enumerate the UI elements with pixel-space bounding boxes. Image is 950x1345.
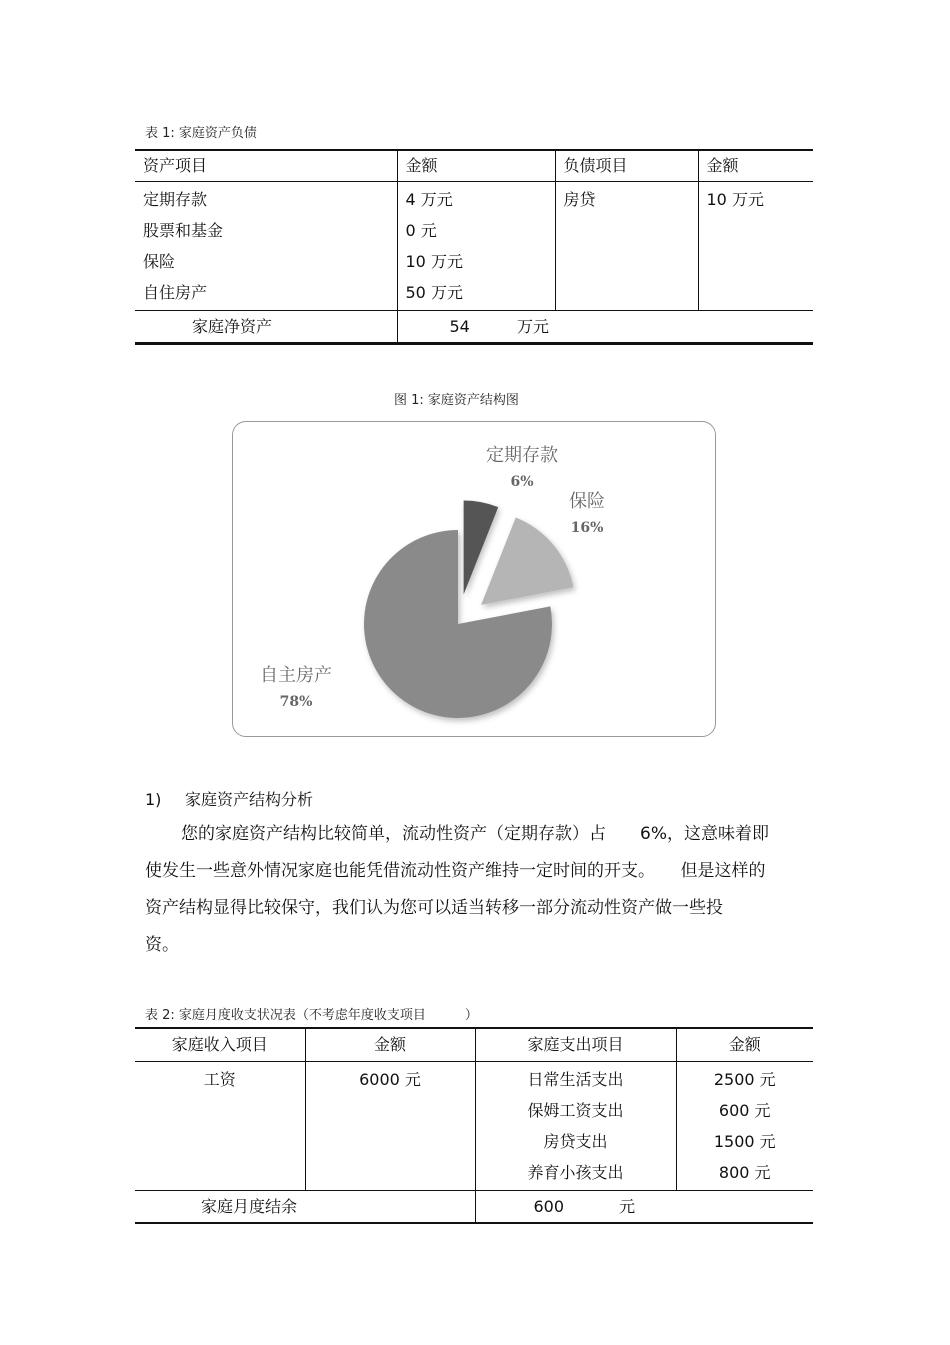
expense-items-cell [475,1062,676,1191]
section-title: 家庭资产结构分析 [185,790,314,809]
monthly-balance-label: 家庭月度结余 [135,1191,475,1224]
monthly-income-expense-table [135,1027,813,1224]
analysis-line: 资产结构显得比较保守，我们认为您可以适当转移一部分流动性资产做一些投 [145,898,723,918]
income-items-cell [135,1062,305,1191]
asset-item: 股票和基金 [143,221,224,240]
monthly-balance-value: 600 [533,1197,565,1216]
net-assets-label: 家庭净资产 [135,311,397,344]
header-liability-amount: 金额 [698,150,813,182]
pie-percent-label: 78% [279,694,313,710]
asset-amount: 4 万元 [405,190,453,209]
monthly-balance-unit: 元 [619,1197,636,1216]
analysis-line: 您的家庭资产结构比较简单，流动性资产（定期存款）占 6%，这意味着即 [181,824,769,844]
analysis-paragraph [145,816,805,964]
header-income-item: 家庭收入项目 [135,1028,305,1062]
expense-amount: 600 元 [718,1101,771,1120]
table-header-row [135,1028,813,1062]
asset-amount: 50 万元 [405,283,463,302]
header-asset-item: 资产项目 [135,150,397,182]
section-number: 1) [145,790,162,809]
header-expense-item: 家庭支出项目 [475,1028,676,1062]
asset-item: 保险 [143,252,176,271]
header-expense-amount: 金额 [676,1028,813,1062]
asset-item: 自住房产 [143,283,208,302]
asset-amounts-cell [397,182,555,311]
table2-caption: 表 2: 家庭月度收支状况表（不考虑年度收支项目 ） [145,1008,478,1023]
net-assets-row [135,311,813,344]
income-amount: 6000 元 [359,1070,421,1089]
table-header-row [135,150,813,182]
pie-percent-label: 6% [510,474,534,490]
pie-category-label: 定期存款 [486,445,558,466]
income-amounts-cell [305,1062,475,1191]
expense-amount: 2500 元 [713,1070,776,1089]
income-item: 工资 [203,1070,236,1089]
asset-amount: 0 元 [405,221,437,240]
analysis-line: 资。 [145,935,179,955]
net-assets-unit: 万元 [516,317,549,336]
expense-item: 房贷支出 [543,1132,608,1151]
net-assets-value-cell [397,311,813,344]
asset-item: 定期存款 [143,190,208,209]
pie-slice-2 [481,517,573,604]
asset-amount: 10 万元 [405,252,463,271]
header-liability-item: 负债项目 [555,150,698,182]
header-income-amount: 金额 [305,1028,475,1062]
header-asset-amount: 金额 [397,150,555,182]
asset-structure-pie-chart [232,421,716,737]
monthly-balance-row [135,1191,813,1224]
liability-amount: 10 万元 [706,190,764,209]
expense-item: 养育小孩支出 [527,1163,624,1182]
table-body-row [135,1062,813,1191]
monthly-balance-value-cell [475,1191,813,1224]
table1-caption: 表 1: 家庭资产负债 [145,126,257,141]
net-assets-value: 54 [449,317,470,336]
liability-amounts-cell [698,182,813,311]
expense-item: 日常生活支出 [527,1070,624,1089]
figure1-caption: 图 1: 家庭资产结构图 [394,393,519,408]
expense-amounts-cell [676,1062,813,1191]
section-heading [145,781,313,818]
asset-liability-table [135,149,813,345]
pie-category-label: 自主房产 [260,665,332,686]
table-body-row [135,182,813,311]
asset-items-cell [135,182,397,311]
expense-amount: 1500 元 [713,1132,776,1151]
analysis-line: 使发生一些意外情况家庭也能凭借流动性资产维持一定时间的开支。 但是这样的 [145,861,766,881]
expense-amount: 800 元 [718,1163,771,1182]
pie-category-label: 保险 [569,491,605,512]
liability-item: 房贷 [563,190,596,209]
expense-item: 保姆工资支出 [527,1101,624,1120]
pie-percent-label: 16% [570,520,604,536]
liability-items-cell [555,182,698,311]
